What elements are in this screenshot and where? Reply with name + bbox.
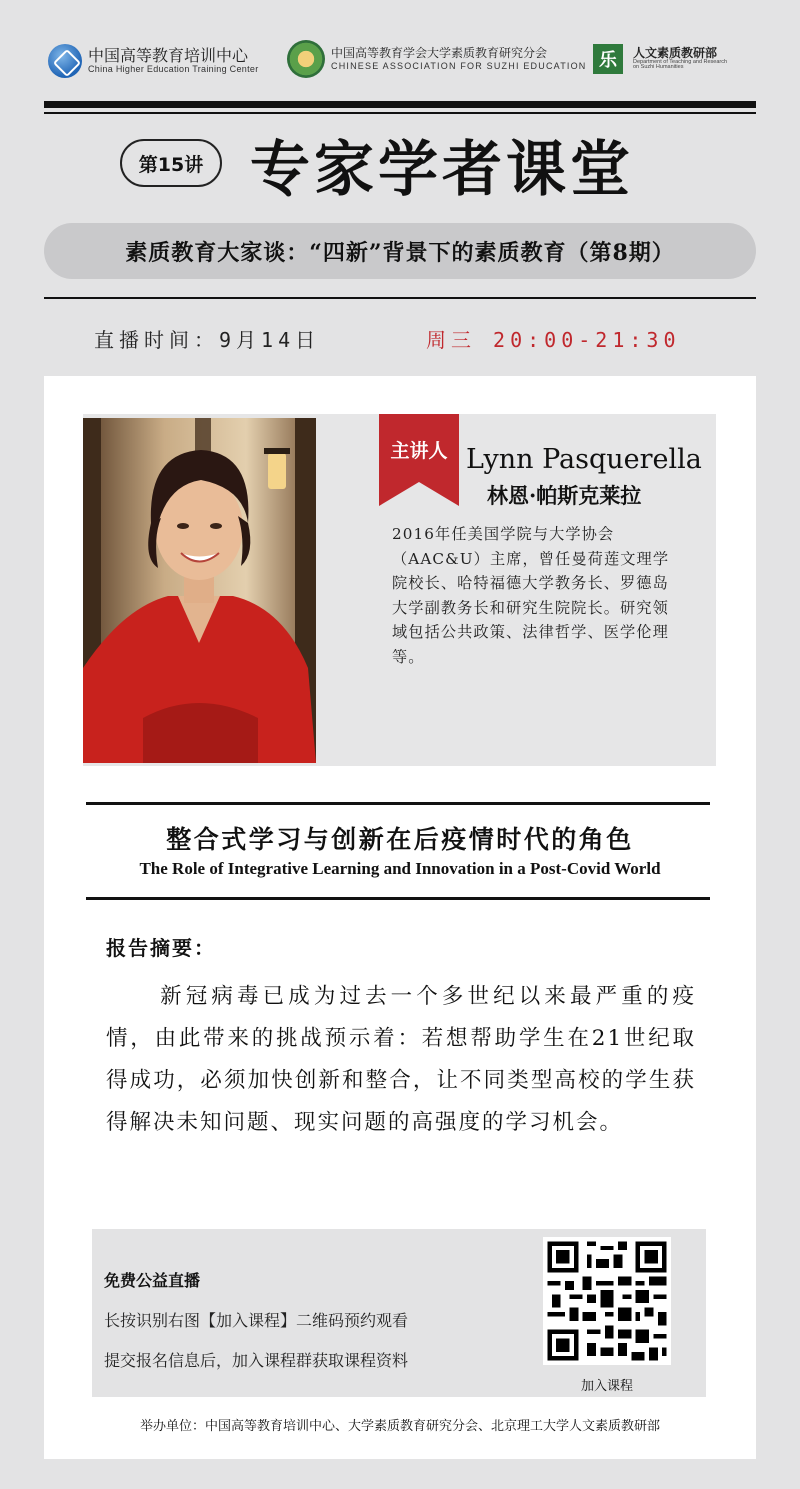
abstract-body [106,976,696,1144]
join-course-qr-code[interactable] [543,1237,671,1365]
speaker-portrait-image [83,418,316,763]
training-center-logo [48,44,259,78]
suzhi-association-name-en: CHINESE ASSOCIATION FOR SUZHI EDUCATION [331,60,587,71]
humanities-dept-name-cn: 人文素质教研部 [633,45,718,60]
series-subtitle: 素质教育大家谈：“四新”背景下的素质教育（第8期） [44,223,756,279]
humanities-dept-emblem-icon: 乐 [593,44,623,74]
topic-rule-bottom [86,897,710,900]
suzhi-association-name-cn: 中国高等教育学会大学素质教育研究分会 [331,46,548,61]
live-title: 免费公益直播 [104,1271,201,1290]
topic-title-en: The Role of Integrative Learning and Innovation in a Post-Covid World [139,859,661,878]
lecture-number-badge: 第15讲 [120,139,222,187]
header-rule-thick [44,101,756,108]
live-instruction-2: 提交报名信息后，加入课程群获取课程资料 [104,1351,409,1370]
topic-title-cn: 整合式学习与创新在后疫情时代的角色 [166,825,634,854]
suzhi-association-logo [287,40,587,78]
header-rule-thin [44,112,756,114]
abstract-text: 新冠病毒已成为过去一个多世纪以来最严重的疫情，由此带来的挑战预示着：若想帮助学生在21世纪取得成功，必须加快创新和整合，让不同类型高校的学生获得解决未知问题、现实问题的高强度的学习机会。 [106,984,696,1135]
abstract-heading: 报告摘要： [106,936,216,960]
suzhi-association-emblem-icon [287,40,325,78]
organizers: 举办单位：中国高等教育培训中心、大学素质教育研究分会、北京理工大学人文素质教研部 [139,1419,660,1434]
live-instruction-1: 长按识别右图【加入课程】二维码预约观看 [104,1311,409,1330]
page-title: 专家学者课堂 [250,135,634,205]
logo-row [0,36,800,92]
training-center-name-en: China Higher Education Training Center [88,63,259,74]
speaker-badge-label: 主讲人 [390,440,448,462]
speaker-name-cn: 林恩·帕斯克莱拉 [487,483,642,508]
training-center-emblem-icon [48,44,82,78]
qr-code-label: 加入课程 [580,1379,633,1394]
broadcast-date: 直播时间：9月14日 [94,328,321,352]
speaker-photo [83,418,316,763]
humanities-dept-logo [593,44,733,74]
speaker-bio: 2016年任美国学院与大学协会（AAC&U）主席，曾任曼荷莲文理学院校长、哈特福德大学教务长、罗德岛大学副教务长和研究生院院长。研究领域包括公共政策、法律哲学、医学伦理等。 [392,525,670,666]
topic-rule-top [86,802,710,805]
schedule-rule [44,297,756,299]
training-center-name-cn: 中国高等教育培训中心 [88,46,249,66]
humanities-dept-name-en: Department of Teaching and Research on Suzhi Humanities [633,58,728,71]
speaker-name-en: Lynn Pasquerella [466,444,702,475]
broadcast-time: 周三 20:00-21:30 [426,328,681,352]
